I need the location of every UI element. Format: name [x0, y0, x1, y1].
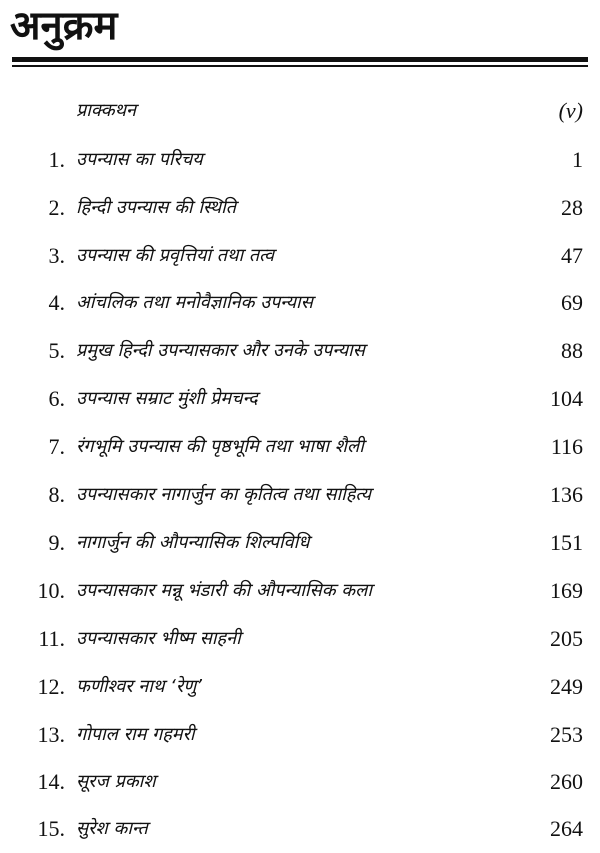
- toc-entry-page-number: 88: [561, 338, 583, 363]
- toc-entry-title: उपन्यास की प्रवृत्तियां तथा तत्व: [76, 245, 274, 266]
- toc-entry-title: प्रमुख हिन्दी उपन्यासकार और उनके उपन्यास: [76, 340, 365, 361]
- toc-entry: [0, 527, 600, 559]
- toc-entry: [0, 240, 600, 272]
- toc-entry: [0, 192, 600, 224]
- toc-entry-number: 11.: [38, 626, 65, 651]
- toc-entry-page-number: 116: [550, 434, 583, 459]
- toc-entry: [0, 623, 600, 655]
- toc-entry: [0, 335, 600, 367]
- toc-entry-page-number: 151: [550, 530, 583, 555]
- toc-entry: [0, 575, 600, 607]
- toc-entry: [0, 766, 600, 798]
- page-title: अनुक्रम: [10, 3, 118, 49]
- toc-entry-number: 8.: [48, 482, 65, 507]
- toc-entry: [0, 671, 600, 703]
- toc-entry-page-number: 1: [572, 147, 583, 172]
- toc-entry: [0, 479, 600, 511]
- toc-entry-title: गोपाल राम गहमरी: [76, 724, 195, 745]
- toc-entry-page-number: 28: [561, 195, 583, 220]
- toc-entry-title: प्राक्कथन: [76, 100, 137, 121]
- toc-entry-page-number: 104: [550, 386, 583, 411]
- toc-entry-page-number: 205: [550, 626, 583, 651]
- toc-entry-title: फणीश्वर नाथ ‘रेणु’: [76, 676, 202, 697]
- toc-entry-number: 15.: [37, 816, 65, 841]
- toc-entry: [0, 287, 600, 319]
- toc-entry-title: रंगभूमि उपन्यास की पृष्ठभूमि तथा भाषा शैली: [76, 436, 364, 457]
- toc-entry: [0, 95, 600, 127]
- toc-entry-number: 1.: [48, 147, 65, 172]
- toc-entry-title: सूरज प्रकाश: [76, 771, 156, 792]
- toc-entry-page-number: 260: [550, 769, 583, 794]
- toc-entry-page-number: 169: [550, 578, 583, 603]
- toc-entry-title: उपन्यासकार नागार्जुन का कृतित्व तथा साहित्य: [76, 484, 372, 505]
- toc-entry: [0, 813, 600, 845]
- toc-entry-title: उपन्यास का परिचय: [76, 149, 203, 170]
- toc-entry-page-number: 136: [550, 482, 583, 507]
- toc-entry-number: 13.: [37, 722, 65, 747]
- toc-entry-number: 4.: [48, 290, 65, 315]
- toc-entry-page-number: 264: [550, 816, 583, 841]
- toc-entry-number: 5.: [48, 338, 65, 363]
- toc-entry-title: आंचलिक तथा मनोवैज्ञानिक उपन्यास: [76, 292, 313, 313]
- toc-entry: [0, 144, 600, 176]
- toc-entry-title: उपन्यासकार भीष्म साहनी: [76, 628, 241, 649]
- toc-entry-page-number: 47: [561, 243, 583, 268]
- toc-entry-page-number: 249: [550, 674, 583, 699]
- toc-entry-title: उपन्यास सम्राट मुंशी प्रेमचन्द: [76, 388, 258, 409]
- toc-entry-number: 10.: [37, 578, 65, 603]
- toc-entry: [0, 383, 600, 415]
- toc-entry: [0, 719, 600, 751]
- toc-entry-number: 6.: [48, 386, 65, 411]
- toc-entry-number: 14.: [37, 769, 65, 794]
- toc-entry-page-number: 253: [550, 722, 583, 747]
- toc-entry-number: 3.: [48, 243, 65, 268]
- toc-entry-title: नागार्जुन की औपन्यासिक शिल्पविधि: [76, 532, 310, 553]
- toc-entry-number: 7.: [48, 434, 65, 459]
- toc-entry-title: उपन्यासकार मन्नू भंडारी की औपन्यासिक कला: [76, 580, 372, 601]
- toc-entry-title: हिन्दी उपन्यास की स्थिति: [76, 197, 237, 218]
- toc-entry-number: 9.: [48, 530, 65, 555]
- toc-entry-title: सुरेश कान्त: [76, 818, 148, 839]
- toc-entry-page-number: 69: [561, 290, 583, 315]
- toc-entry-number: 12.: [37, 674, 65, 699]
- toc-entry-number: 2.: [48, 195, 65, 220]
- toc-entry: [0, 431, 600, 463]
- toc-entry-page-number: (v): [558, 98, 583, 123]
